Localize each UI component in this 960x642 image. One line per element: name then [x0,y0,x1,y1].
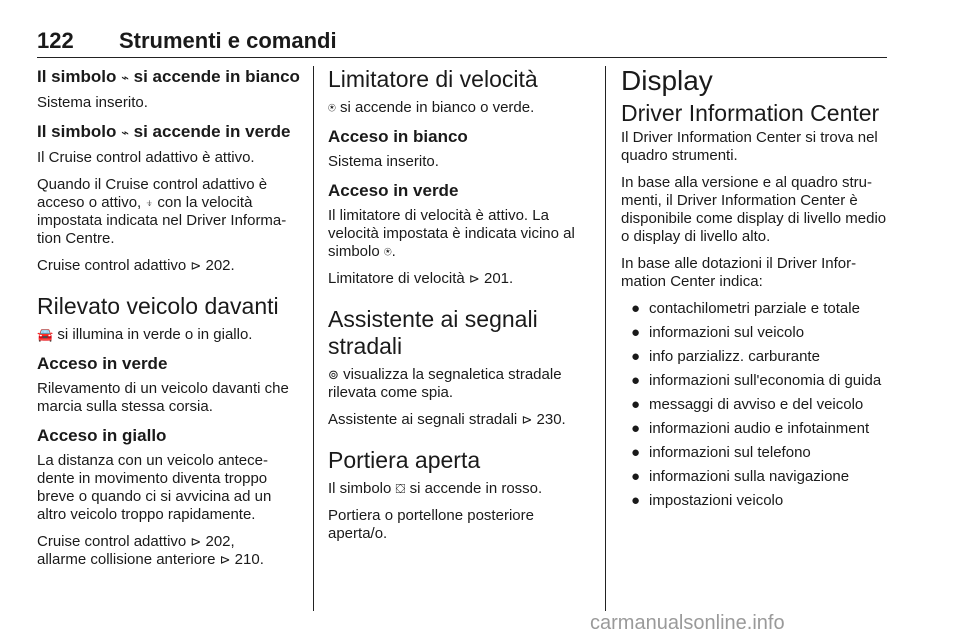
list-item: ● informazioni audio e infotainment [631,420,870,437]
feature-list [621,300,887,510]
paragraph: In base alle dotazioni il Driver Information Center indica: [621,255,857,290]
list-item: ● info parzializz. carburante [631,348,820,365]
column-middle [328,66,590,552]
bullet-icon: ● [631,372,641,389]
heading-display: Display [621,65,713,96]
cruise-control-icon: ⌁ [121,70,129,85]
door-open-icon: ⛋ [395,481,406,496]
page-header [37,18,887,53]
paragraph: Il Driver Information Center si trova nel quadro strumenti. [621,129,878,164]
paragraph: Rilevamento di un veicolo davanti che marcia sulla stessa corsia. [37,380,289,415]
heading-speed-limiter: Limitatore di velocità [328,66,538,92]
list-item: ● messaggi di avviso e del veicolo [631,396,864,413]
column-divider [313,66,314,611]
bullet-icon: ● [631,444,641,461]
column-divider [605,66,606,611]
bullet-icon: ● [631,396,641,413]
list-item: ● contachilometri parziale e totale [631,300,860,317]
vehicle-ahead-icon: 🚘 [37,327,54,342]
heading-green: Acceso in verde [37,354,168,373]
cruise-control-icon: ⌁ [121,125,129,140]
cross-reference: Cruise control adattivo ⊳ 202. [37,257,235,274]
speed-limiter-icon: ⍟ [383,244,392,259]
speed-limiter-icon: ⍟ [328,100,336,115]
paragraph: Sistema inserito. [328,153,439,170]
page-ref-arrow-icon: ⊳ [468,271,480,286]
heading-yellow: Acceso in giallo [37,426,167,445]
paragraph: ⊚ visualizza la segnaletica stradale rilevata come spia. [328,366,562,401]
bullet-icon: ● [631,324,641,341]
list-item: ● informazioni sul veicolo [631,324,805,341]
header-rule [37,57,887,58]
cross-reference: Limitatore di velocità ⊳ 201. [328,270,514,287]
paragraph: La distanza con un veicolo antecedente in movimento diventa troppo breve o quando ci si avvicina ad un altro veicolo troppo rapidamente. [37,452,272,523]
list-item: ● informazioni sulla navigazione [631,468,850,485]
column-right [621,66,887,516]
section-title: Strumenti e comandi [119,28,337,53]
page-ref-arrow-icon: ⊳ [190,258,202,273]
watermark-text: carmanualsonline.info [590,612,785,634]
cross-reference: Assistente ai segnali stradali ⊳ 230. [328,411,566,428]
set-speed-icon: ⍖ [145,195,154,210]
bullet-icon: ● [631,420,641,437]
page-ref-arrow-icon: ⊳ [219,552,231,567]
heading-traffic-sign-assistant: Assistente ai segnali stradali [328,306,538,359]
paragraph: 🚘 si illumina in verde o in giallo. [37,326,253,343]
heading-driver-information-center: Driver Information Center [621,100,880,126]
cross-reference: Cruise control adattivo ⊳ 202, allarme collisione anteriore ⊳ 210. [37,533,264,568]
list-item: ● impostazioni veicolo [631,492,784,509]
list-item: ● informazioni sul telefono [631,444,811,461]
heading-white: Acceso in bianco [328,127,468,146]
page-ref-arrow-icon: ⊳ [521,412,533,427]
bullet-icon: ● [631,468,641,485]
page-number: 122 [37,28,74,53]
bullet-icon: ● [631,348,641,365]
paragraph: Il simbolo ⛋ si accende in rosso. [328,480,543,497]
paragraph: Portiera o portellone posteriore aperta/o. [328,507,534,542]
list-item: ● informazioni sull'economia di guida [631,372,882,389]
heading-green: Acceso in verde [328,181,459,200]
heading-symbol-green: Il simbolo ⌁ si accende in verde [37,122,291,141]
paragraph: Sistema inserito. [37,94,148,111]
bullet-icon: ● [631,492,641,509]
page-ref-arrow-icon: ⊳ [190,534,202,549]
paragraph: In base alla versione e al quadro strumenti, il Driver Information Center è disponibile come display di livello medio o display di livello alto. [621,174,887,245]
paragraph: Il limitatore di velocità è attivo. La velocità impostata è indicata vicino al simbolo ⍟. [328,207,575,260]
paragraph: Il Cruise control adattivo è attivo. [37,149,255,166]
bullet-icon: ● [631,300,641,317]
traffic-sign-icon: ⊚ [328,367,339,382]
paragraph: ⍟ si accende in bianco o verde. [328,99,535,116]
heading-door-open: Portiera aperta [328,447,481,473]
paragraph: Quando il Cruise control adattivo è acceso o attivo, ⍖ con la velocità impostata indicata nel Driver Information Centre. [37,176,287,247]
heading-vehicle-ahead: Rilevato veicolo davanti [37,293,279,319]
column-left [37,66,299,578]
heading-symbol-white: Il simbolo ⌁ si accende in bianco [37,67,300,86]
